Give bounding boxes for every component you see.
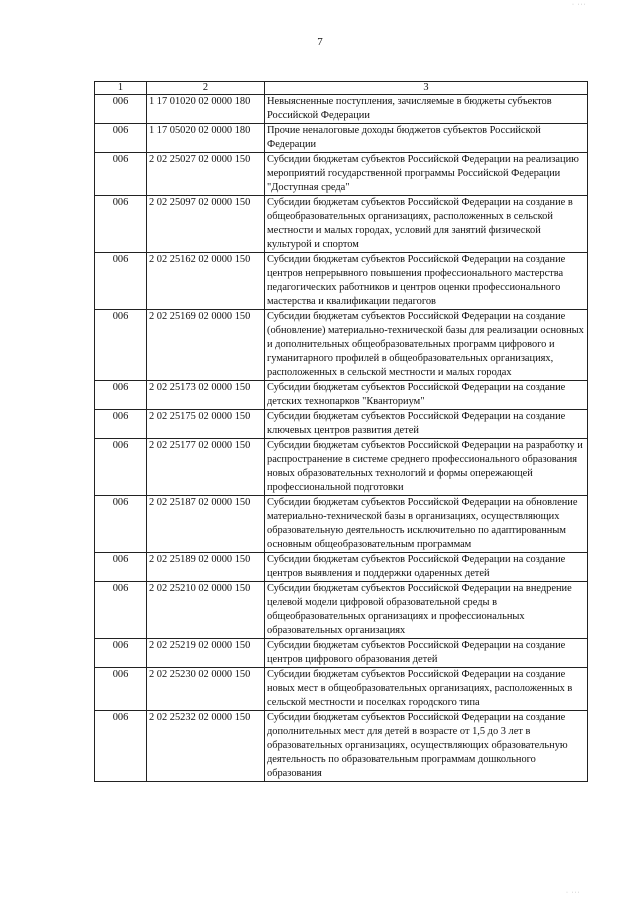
table-row [95, 668, 588, 711]
revenue-name-cell: Субсидии бюджетам субъектов Российской Федерации на создание центров цифрового образования детей [265, 639, 588, 668]
budget-classification-code-cell: 2 02 25027 02 0000 150 [147, 153, 265, 196]
table-row [95, 439, 588, 496]
budget-classification-code-cell: 2 02 25173 02 0000 150 [147, 381, 265, 410]
table-row [95, 253, 588, 310]
admin-code-cell: 006 [95, 439, 147, 496]
column-header-1: 1 [95, 82, 147, 95]
revenue-name-cell: Субсидии бюджетам субъектов Российской Федерации на создание центров выявления и поддержки одаренных детей [265, 553, 588, 582]
table-row [95, 496, 588, 553]
table-row [95, 553, 588, 582]
budget-classification-code-cell: 2 02 25175 02 0000 150 [147, 410, 265, 439]
budget-classification-code-cell: 2 02 25169 02 0000 150 [147, 310, 265, 381]
budget-classification-code-cell: 2 02 25232 02 0000 150 [147, 711, 265, 782]
table-row [95, 582, 588, 639]
column-header-2: 2 [147, 82, 265, 95]
revenue-name-cell: Субсидии бюджетам субъектов Российской Федерации на разработку и распространение в системе среднего профессионального образования новых образовательных технологий и формы опережающей профессиональной подготовки [265, 439, 588, 496]
budget-classification-code-cell: 2 02 25162 02 0000 150 [147, 253, 265, 310]
budget-classification-code-cell: 2 02 25189 02 0000 150 [147, 553, 265, 582]
column-header-3: 3 [265, 82, 588, 95]
budget-classification-code-cell: 2 02 25097 02 0000 150 [147, 196, 265, 253]
page-number: 7 [317, 36, 323, 48]
revenue-name-cell: Субсидии бюджетам субъектов Российской Федерации на создание дополнительных мест для детей в возрасте от 1,5 до 3 лет в образовательных организациях, осуществляющих образовательную деятельность по образовательным программам дошкольного образования [265, 711, 588, 782]
revenue-name-cell: Субсидии бюджетам субъектов Российской Федерации на создание новых мест в общеобразовательных организациях, расположенных в сельской местности и поселках городского типа [265, 668, 588, 711]
admin-code-cell: 006 [95, 639, 147, 668]
budget-classification-code-cell: 1 17 01020 02 0000 180 [147, 95, 265, 124]
table-row [95, 153, 588, 196]
admin-code-cell: 006 [95, 381, 147, 410]
revenue-name-cell: Невыясненные поступления, зачисляемые в бюджеты субъектов Российской Федерации [265, 95, 588, 124]
budget-classification-code-cell: 2 02 25210 02 0000 150 [147, 582, 265, 639]
table-row [95, 410, 588, 439]
table-row [95, 381, 588, 410]
table-row [95, 639, 588, 668]
revenue-name-cell: Субсидии бюджетам субъектов Российской Федерации на создание детских технопарков "Кванториум" [265, 381, 588, 410]
budget-classification-code-cell: 1 17 05020 02 0000 180 [147, 124, 265, 153]
budget-classification-code-cell: 2 02 25177 02 0000 150 [147, 439, 265, 496]
table-row [95, 196, 588, 253]
table-row [95, 711, 588, 782]
budget-classification-code-cell: 2 02 25230 02 0000 150 [147, 668, 265, 711]
corner-scan-mark: · ··· [572, 2, 587, 8]
admin-code-cell: 006 [95, 668, 147, 711]
revenue-name-cell: Субсидии бюджетам субъектов Российской Федерации на создание (обновление) материально-технической базы для реализации основных и дополнительных общеобразовательных программ цифрового и гуманитарного профилей в общеобразовательных организациях, расположенных в сельской местности и малых городах [265, 310, 588, 381]
table-row [95, 310, 588, 381]
admin-code-cell: 006 [95, 711, 147, 782]
admin-code-cell: 006 [95, 310, 147, 381]
budget-classification-code-cell: 2 02 25219 02 0000 150 [147, 639, 265, 668]
budget-classification-code-cell: 2 02 25187 02 0000 150 [147, 496, 265, 553]
admin-code-cell: 006 [95, 95, 147, 124]
admin-code-cell: 006 [95, 196, 147, 253]
admin-code-cell: 006 [95, 496, 147, 553]
budget-revenue-codes-table [94, 81, 588, 782]
revenue-name-cell: Субсидии бюджетам субъектов Российской Федерации на создание в общеобразовательных организациях, расположенных в сельской местности и малых городах, условий для занятий физической культурой и спортом [265, 196, 588, 253]
admin-code-cell: 006 [95, 124, 147, 153]
admin-code-cell: 006 [95, 553, 147, 582]
revenue-name-cell: Субсидии бюджетам субъектов Российской Федерации на обновление материально-технической базы в организациях, осуществляющих образовательную деятельность исключительно по адаптированным основным общеобразовательным программам [265, 496, 588, 553]
table-header-row [95, 82, 588, 95]
admin-code-cell: 006 [95, 410, 147, 439]
corner-scan-mark-bottom: · ··· [566, 890, 581, 896]
admin-code-cell: 006 [95, 582, 147, 639]
revenue-name-cell: Прочие неналоговые доходы бюджетов субъектов Российской Федерации [265, 124, 588, 153]
admin-code-cell: 006 [95, 153, 147, 196]
table-row [95, 95, 588, 124]
table-row [95, 124, 588, 153]
revenue-name-cell: Субсидии бюджетам субъектов Российской Федерации на внедрение целевой модели цифровой образовательной среды в общеобразовательных организациях и профессиональных образовательных организациях [265, 582, 588, 639]
revenue-name-cell: Субсидии бюджетам субъектов Российской Федерации на создание центров непрерывного повышения профессионального мастерства педагогических работников и центров оценки профессионального мастерства и квалификации педагогов [265, 253, 588, 310]
revenue-name-cell: Субсидии бюджетам субъектов Российской Федерации на реализацию мероприятий государственной программы Российской Федерации "Доступная среда" [265, 153, 588, 196]
admin-code-cell: 006 [95, 253, 147, 310]
revenue-name-cell: Субсидии бюджетам субъектов Российской Федерации на создание ключевых центров развития детей [265, 410, 588, 439]
